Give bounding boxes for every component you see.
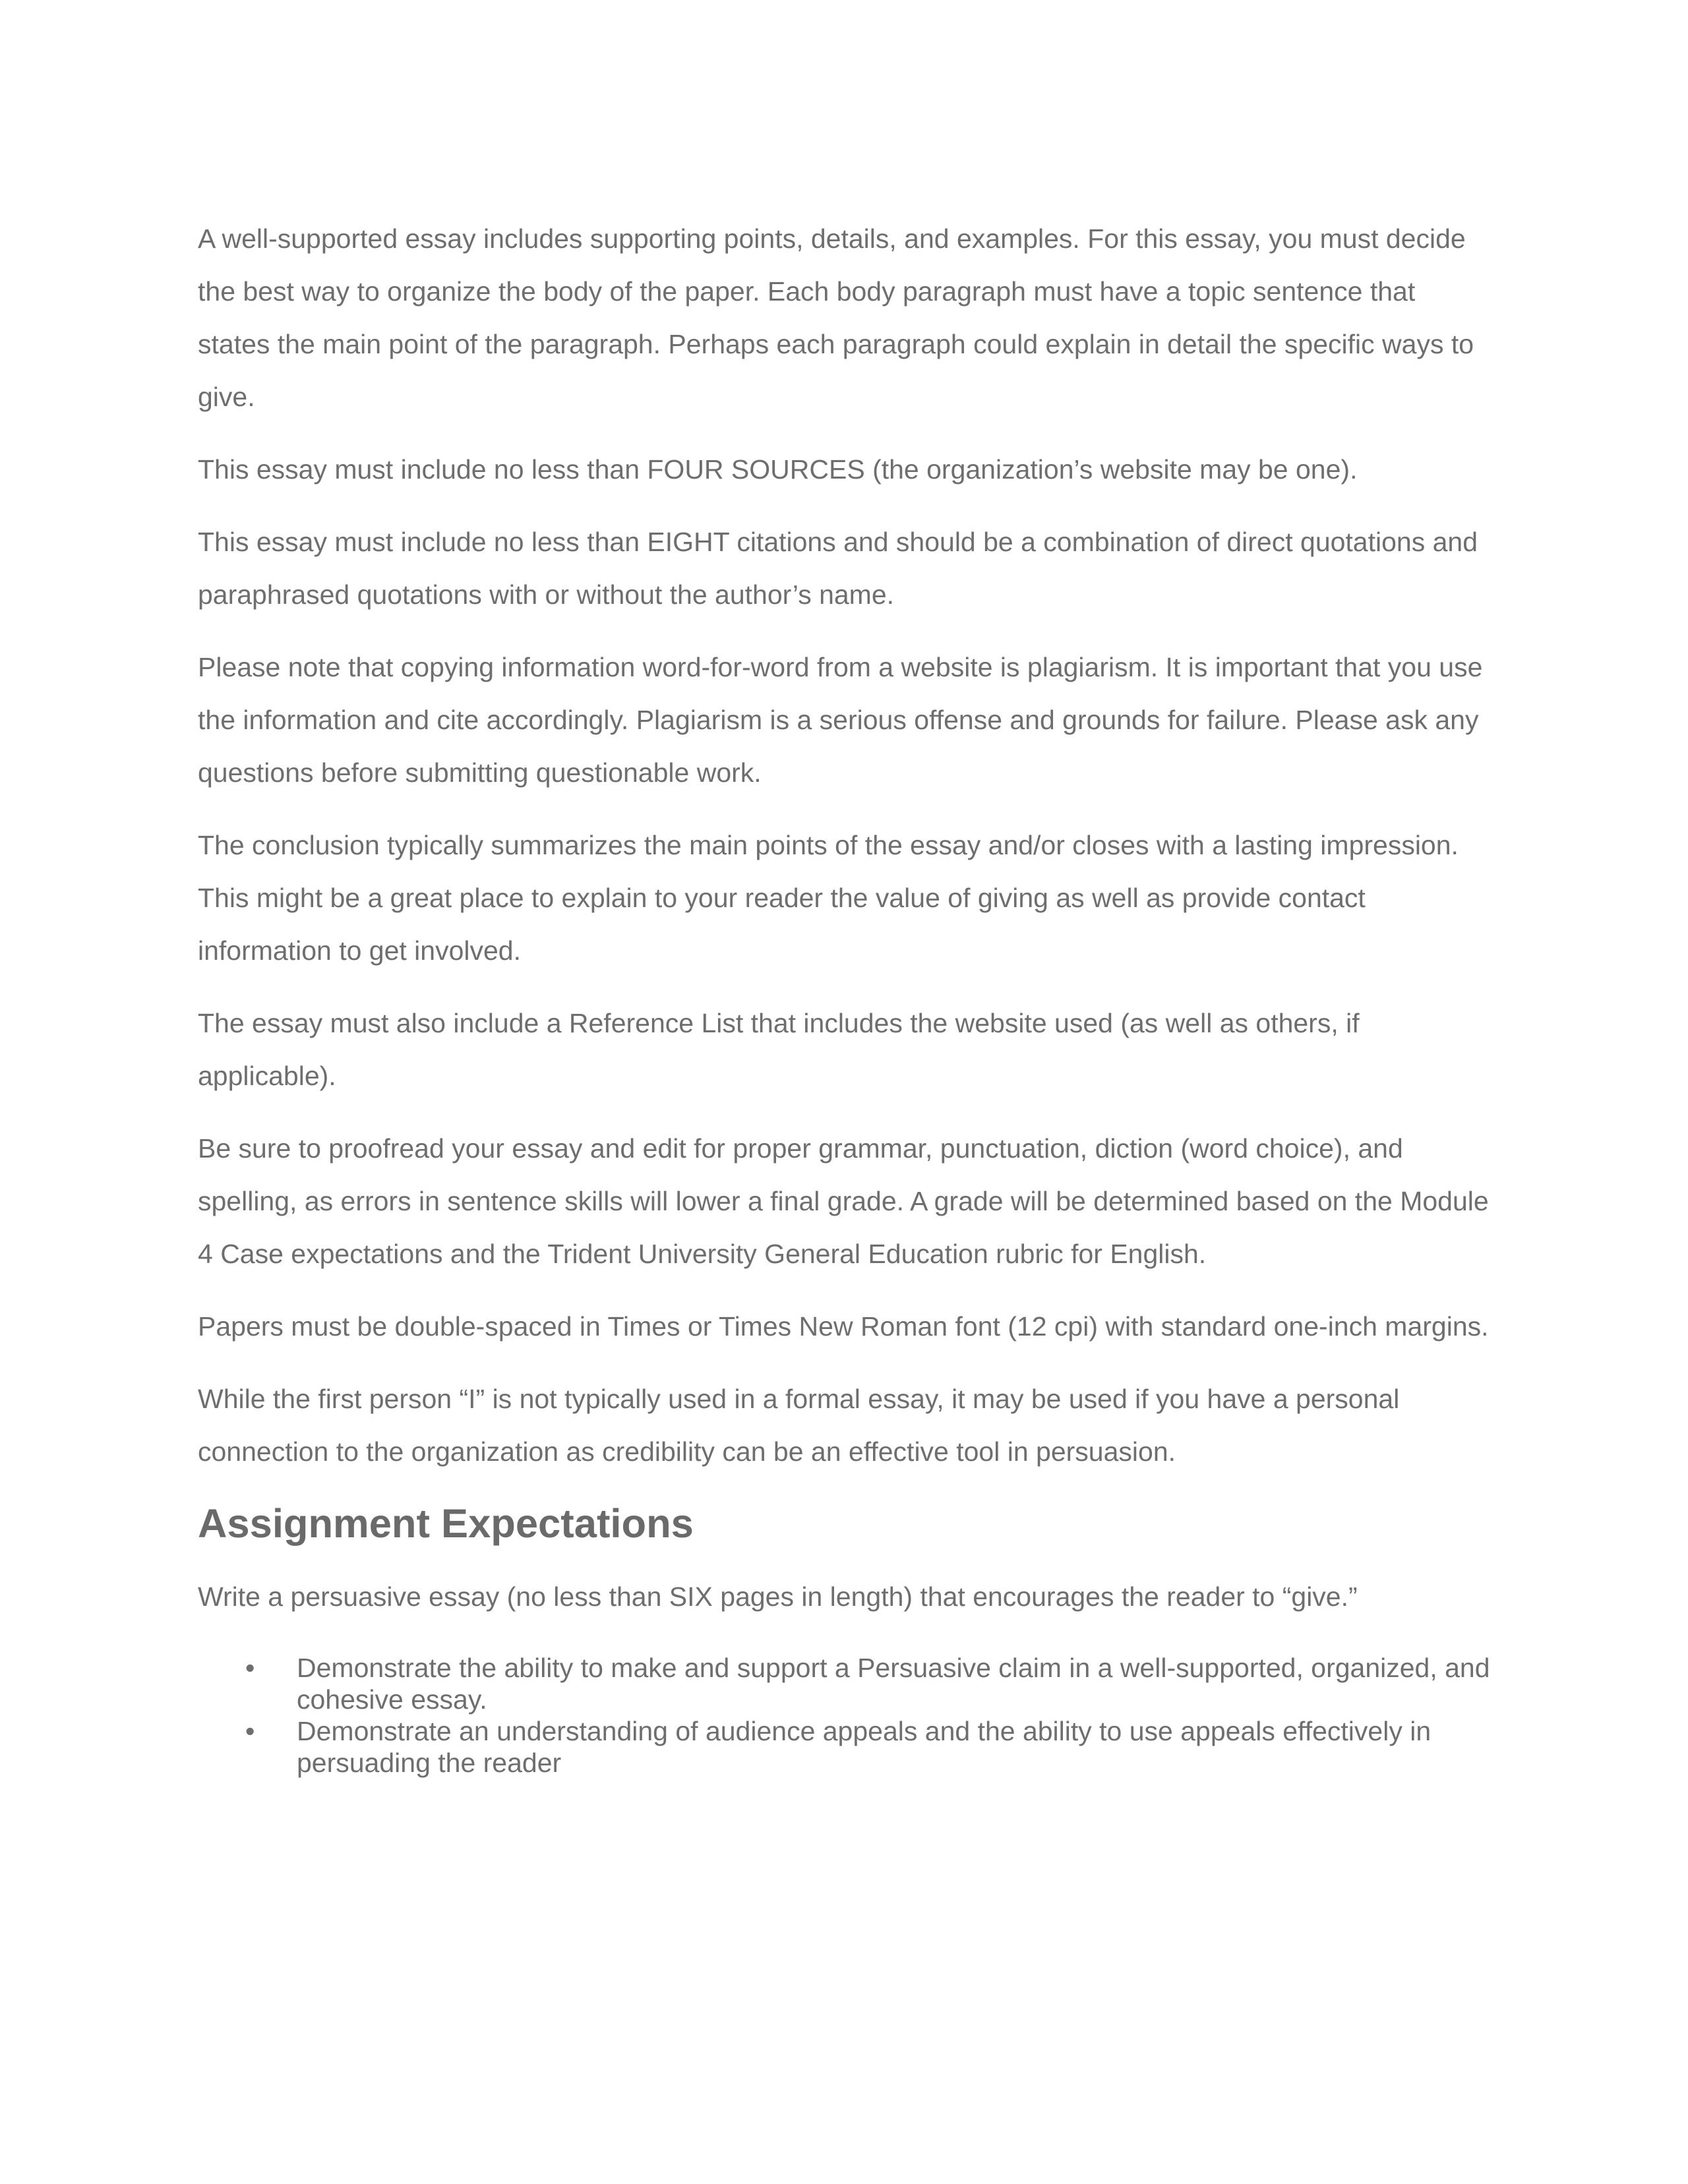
paragraph-plagiarism: Please note that copying information word-for-word from a website is plagiarism. It is important that you use the information and cite accordingly. Plagiarism is a serious offense and grounds for failure. Please ask any questions before submitting questionable work. xyxy=(198,652,1483,788)
list-item-text: Demonstrate the ability to make and support a Persuasive claim in a well-supported, organized, and cohesive essay. xyxy=(297,1653,1490,1715)
paragraph-conclusion: The conclusion typically summarizes the main points of the essay and/or closes with a lasting impression. This might be a great place to explain to your reader the value of giving as well as provide contact information to get involved. xyxy=(198,830,1459,966)
document-body xyxy=(198,212,1490,1779)
paragraph-citations: This essay must include no less than EIGHT citations and should be a combination of direct quotations and paraphrased quotations with or without the author’s name. xyxy=(198,527,1478,610)
bullet-icon: • xyxy=(245,1716,255,1746)
paragraph-sources: This essay must include no less than FOUR SOURCES (the organization’s website may be one). xyxy=(198,454,1358,485)
bullet-icon: • xyxy=(245,1653,255,1683)
paragraph-proofread: Be sure to proofread your essay and edit for proper grammar, punctuation, diction (word choice), and spelling, as errors in sentence skills will lower a final grade. A grade will be determined based on the Module 4 Case expectations and the Trident University General Education rubric for English. xyxy=(198,1133,1489,1269)
section-intro: Write a persuasive essay (no less than SIX pages in length) that encourages the reader to “give.” xyxy=(198,1581,1358,1612)
paragraph-formatting: Papers must be double-spaced in Times or Times New Roman font (12 cpi) with standard one-inch margins. xyxy=(198,1311,1489,1342)
paragraph-first-person: While the first person “I” is not typically used in a formal essay, it may be used if you have a personal connection to the organization as credibility can be an effective tool in persuasion. xyxy=(198,1384,1400,1467)
paragraph-supporting-points: A well-supported essay includes supporting points, details, and examples. For this essay, you must decide the best way to organize the body of the paper. Each body paragraph must have a topic sentence that states the main point of the paragraph. Perhaps each paragraph could explain in detail the specific ways to give. xyxy=(198,223,1474,412)
expectations-list xyxy=(198,1652,1490,1779)
paragraph-reference-list: The essay must also include a Reference List that includes the website used (as well as others, if applicable). xyxy=(198,1008,1360,1091)
list-item xyxy=(198,1652,1490,1715)
list-item-text: Demonstrate an understanding of audience appeals and the ability to use appeals effectively in persuading the reader xyxy=(297,1716,1432,1778)
list-item xyxy=(198,1715,1490,1779)
section-heading: Assignment Expectations xyxy=(198,1501,694,1547)
